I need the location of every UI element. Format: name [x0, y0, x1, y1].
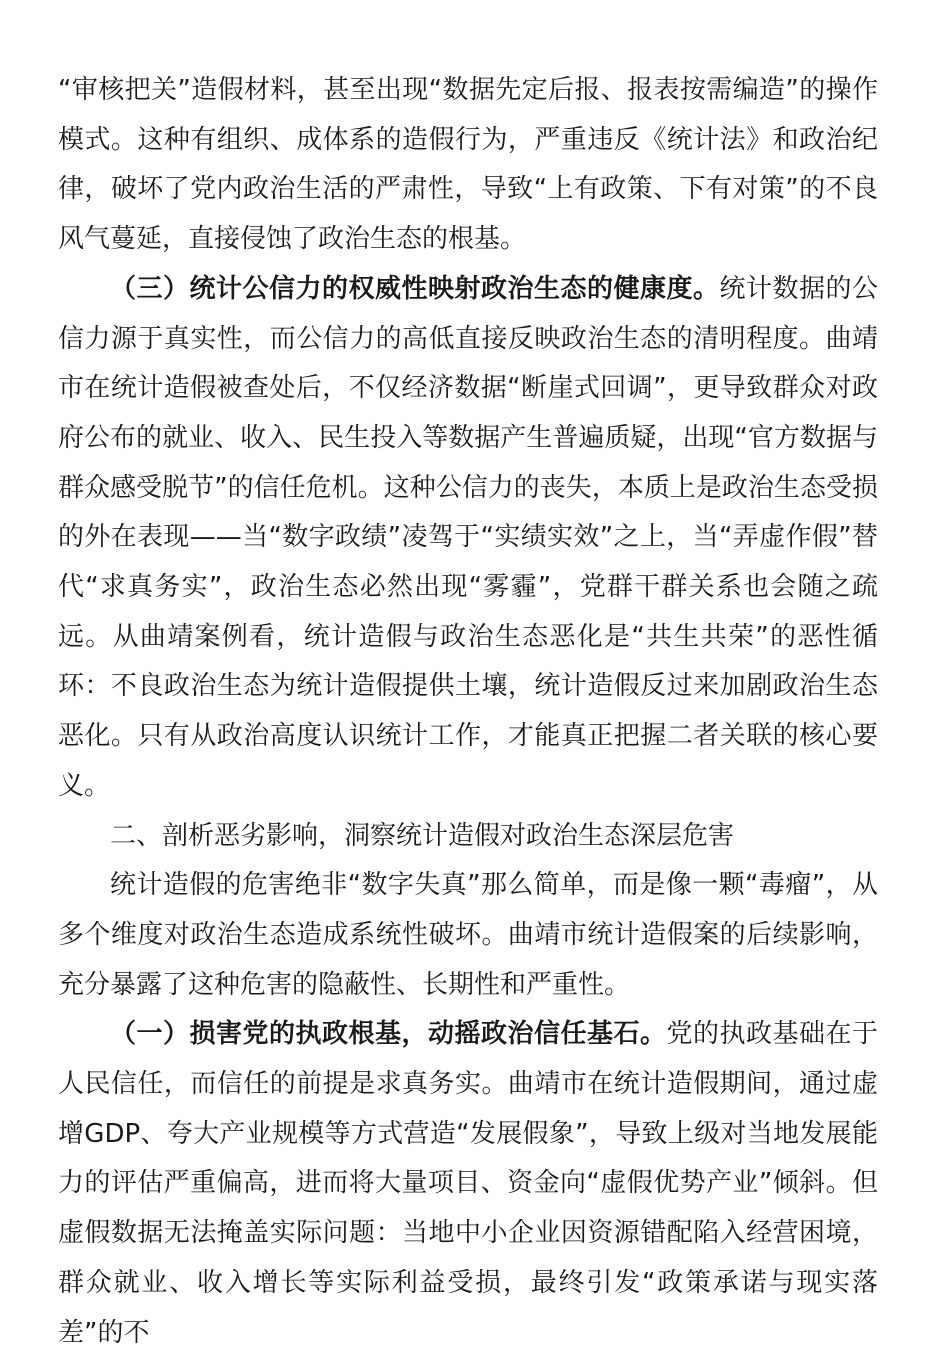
- paragraph-text: 党的执政基础在于人民信任，而信任的前提是求真务实。曲靖市在统计造假期间，通过虚增GDP、夸大产业规模等方式营造“发展假象”，导致上级对当地发展能力的评估严重偏高，进而将大量项目、资金向“虚假优势产业”倾斜。但虚假数据无法掩盖实际问题：当地中小企业因资源错配陷入经营困境，群众就业、收入增长等实际利益受损，最终引发“政策承诺与现实落差”的不: [58, 1019, 878, 1348]
- chapter-heading-2: [58, 812, 878, 862]
- section-heading-1: （一）损害党的执政根基，动摇政治信任基石。: [110, 1019, 667, 1050]
- paragraph-continuation: [58, 66, 878, 265]
- document-page: [58, 66, 878, 1358]
- section-heading-3: （三）统计公信力的权威性映射政治生态的健康度。: [110, 273, 720, 304]
- chapter-heading-text: 二、剖析恶劣影响，洞察统计造假对政治生态深层危害: [110, 820, 735, 851]
- paragraph-section-3: [58, 265, 878, 812]
- paragraph-section-1: [58, 1010, 878, 1358]
- paragraph-text: “审核把关”造假材料，甚至出现“数据先定后报、报表按需编造”的操作模式。这种有组织、成体系的造假行为，严重违反《统计法》和政治纪律，破坏了党内政治生活的严肃性，导致“上有政策、下有对策”的不良风气蔓延，直接侵蚀了政治生态的根基。: [58, 75, 878, 255]
- paragraph-text: 统计造假的危害绝非“数字失真”那么简单，而是像一颗“毒瘤”，从多个维度对政治生态造成系统性破坏。曲靖市统计造假案的后续影响，充分暴露了这种危害的隐蔽性、长期性和严重性。: [58, 870, 878, 1000]
- paragraph-text: 统计数据的公信力源于真实性，而公信力的高低直接反映政治生态的清明程度。曲靖市在统计造假被查处后，不仅经济数据“断崖式回调”，更导致群众对政府公布的就业、收入、民生投入等数据产生普遍质疑，出现“官方数据与群众感受脱节”的信任危机。这种公信力的丧失，本质上是政治生态受损的外在表现——当“数字政绩”凌驾于“实绩实效”之上，当“弄虚作假”替代“求真务实”，政治生态必然出现“雾霾”，党群干群关系也会随之疏远。从曲靖案例看，统计造假与政治生态恶化是“共生共荣”的恶性循环：不良政治生态为统计造假提供土壤，统计造假反过来加剧政治生态恶化。只有从政治高度认识统计工作，才能真正把握二者关联的核心要义。: [58, 273, 878, 801]
- paragraph-intro: [58, 861, 878, 1010]
